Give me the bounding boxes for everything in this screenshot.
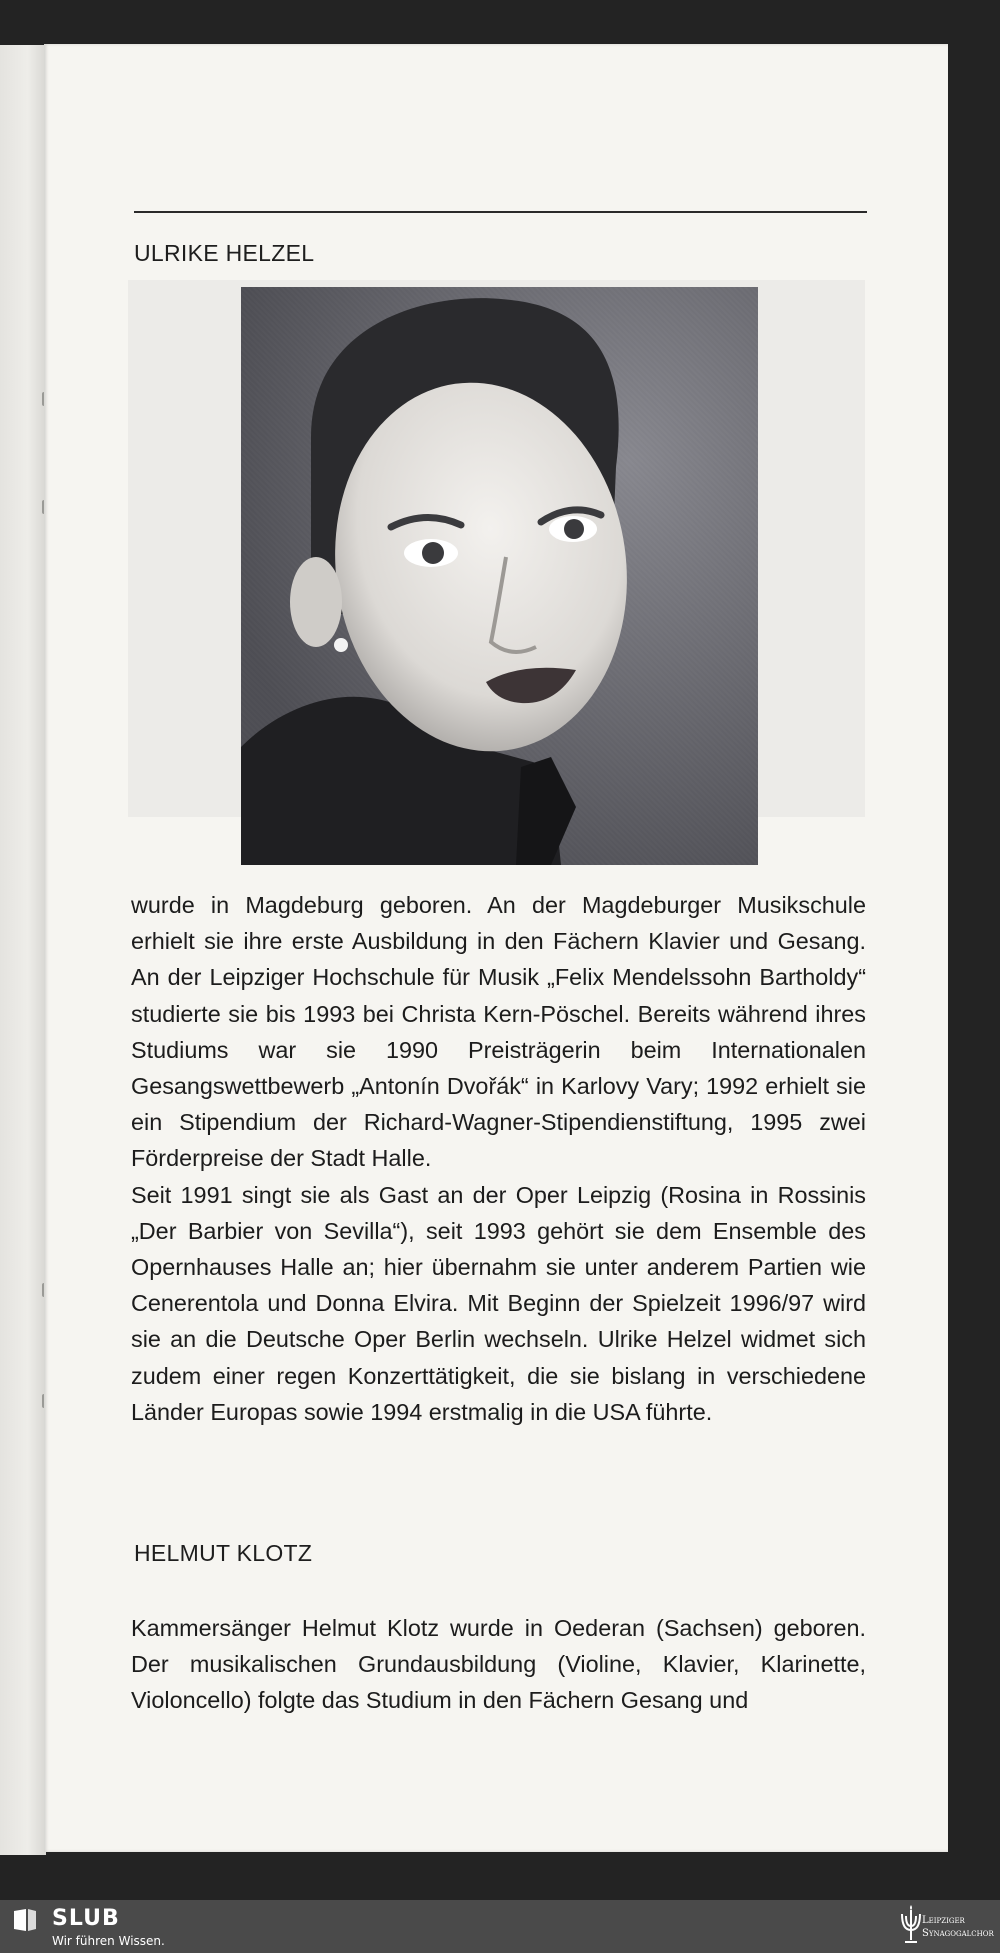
- biography-paragraph: wurde in Magdeburg geboren. An der Magdeburger Musikschule erhielt sie ihre erste Ausbildung in den Fächern Klavier und Gesang. An der Leipziger Hochschule für Musik „Felix Mendelssohn Bartholdy“ studierte sie bis 1993 bei Christa Kern-Pöschel. Bereits während ihres Studiums war sie 1990 Preisträgerin beim Internationalen Gesangswettbewerb „Antonín Dvořák“ in Karlovy Vary; 1992 erhielt sie ein Stipendium der Richard-Wagner-Stipendienstiftung, 1995 zwei Förderpreise der Stadt Halle.: [131, 892, 866, 1172]
- singer-name-heading: ULRIKE HELZEL: [134, 240, 315, 266]
- facing-page-edge: [0, 45, 46, 1855]
- biography-ulrike-helzel: [131, 887, 866, 1430]
- menorah-icon: [898, 1904, 924, 1946]
- library-name[interactable]: SLUB: [52, 1906, 120, 1931]
- singer-name-heading: HELMUT KLOTZ: [134, 1540, 313, 1566]
- portrait-photo: [241, 287, 758, 865]
- slub-logo-icon[interactable]: [12, 1907, 38, 1933]
- choir-name-line: Synagogalchor: [922, 1928, 994, 1939]
- biography-helmut-klotz: [131, 1610, 866, 1719]
- biography-paragraph: Seit 1991 singt sie als Gast an der Oper Leipzig (Rosina in Rossinis „Der Barbier von Sevilla“), seit 1993 gehört sie dem Ensemble des Opernhauses Halle an; hier übernahm sie unter anderem Partien wie Cenerentola und Donna Elvira. Mit Beginn der Spielzeit 1996/97 wird sie an die Deutsche Oper Berlin wechseln. Ulrike Helzel widmet sich zudem einer regen Konzerttätigkeit, die sie bislang in verschiedene Länder Europas sowie 1994 erstmalig in die USA führte.: [131, 1181, 866, 1425]
- header-rule: [134, 211, 867, 213]
- biography-paragraph: Kammersänger Helmut Klotz wurde in Oederan (Sachsen) geboren. Der musikalischen Grundausbildung (Violine, Klavier, Klarinette, Violoncello) folgte das Studium in den Fächern Gesang und: [131, 1615, 866, 1714]
- library-tagline: Wir führen Wissen.: [52, 1934, 165, 1948]
- choir-name: [922, 1914, 994, 1940]
- choir-name-line: Leipziger: [922, 1915, 965, 1926]
